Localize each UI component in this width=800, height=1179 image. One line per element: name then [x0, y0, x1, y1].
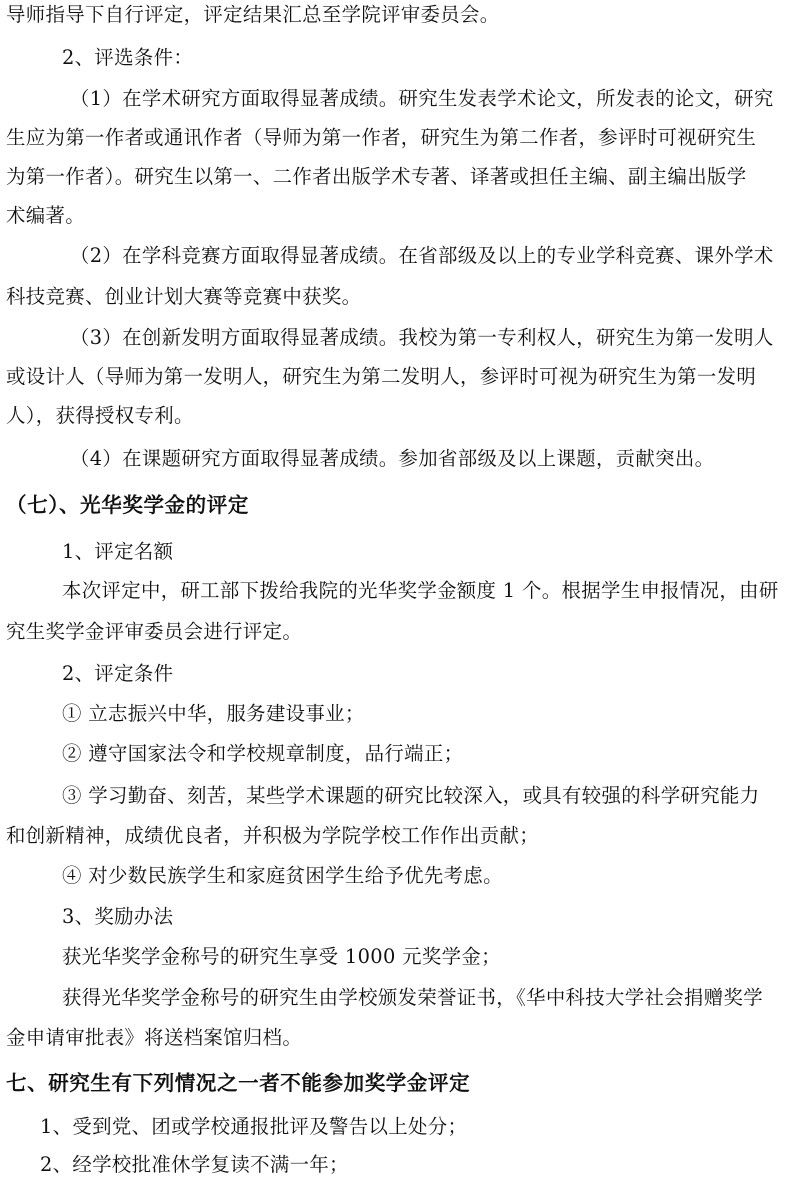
list-item: ② 遵守国家法令和学校规章制度，品行端正； [62, 742, 464, 765]
list-item: ④ 对少数民族学生和家庭贫困学生给予优先考虑。 [62, 864, 503, 887]
section-label: 2、评定条件 [62, 662, 174, 685]
paragraph-line: 或设计人（导师为第一发明人，研究生为第二发明人，参评时可视为研究生为第一发明 [6, 365, 757, 388]
list-item: 1、受到党、团或学校通报批评及警告以上处分； [40, 1115, 468, 1138]
section-heading: （七）、光华奖学金的评定 [6, 493, 249, 517]
paragraph-line: 生应为第一作者或通讯作者（导师为第一作者，研究生为第二作者，参评时可视研究生 [6, 126, 757, 149]
list-item: 2、经学校批准休学复读不满一年； [40, 1153, 349, 1176]
section-label: 3、奖励办法 [62, 905, 174, 928]
list-item: ① 立志振兴中华，服务建设事业； [62, 702, 365, 725]
section-heading: 七、研究生有下列情况之一者不能参加奖学金评定 [6, 1071, 471, 1095]
section-label: 2、评选条件： [62, 46, 194, 69]
section-label: 1、评定名额 [62, 540, 174, 563]
paragraph-line: 为第一作者）。研究生以第一、二作者出版学术专著、译著或担任主编、副主编出版学 [6, 165, 747, 188]
paragraph-line: 导师指导下自行评定，评定结果汇总至学院评审委员会。 [6, 3, 500, 26]
paragraph-line: 究生奖学金评审委员会进行评定。 [6, 620, 303, 643]
paragraph-line: （2）在学科竞赛方面取得显著成绩。在省部级及以上的专业学科竞赛、课外学术 [70, 244, 774, 267]
paragraph-line: 和创新精神，成绩优良者，并积极为学院学校工作作出贡献； [6, 824, 539, 847]
paragraph-line: （4）在课题研究方面取得显著成绩。参加省部级及以上课题，贡献突出。 [70, 447, 715, 470]
paragraph-line: 术编著。 [6, 204, 85, 227]
paragraph-line: 科技竞赛、创业计划大赛等竞赛中获奖。 [6, 285, 362, 308]
paragraph-line: 金申请审批表》将送档案馆归档。 [6, 1026, 303, 1049]
list-item: ③ 学习勤奋、刻苦，某些学术课题的研究比较深入，或具有较强的科学研究能力 [62, 784, 760, 807]
paragraph-line: （1）在学术研究方面取得显著成绩。研究生发表学术论文，所发表的论文，研究 [70, 87, 774, 110]
paragraph-line: 获得光华奖学金称号的研究生由学校颁发荣誉证书，《华中科技大学社会捐赠奖学 [62, 986, 763, 1009]
paragraph-line: 获光华奖学金称号的研究生享受 1000 元奖学金； [62, 945, 501, 968]
paragraph-line: 本次评定中，研工部下拨给我院的光华奖学金额度 1 个。根据学生申报情况，由研 [62, 579, 779, 602]
paragraph-line: （3）在创新发明方面取得显著成绩。我校为第一专利权人，研究生为第一发明人 [70, 326, 774, 349]
paragraph-line: 人），获得授权专利。 [6, 404, 194, 427]
